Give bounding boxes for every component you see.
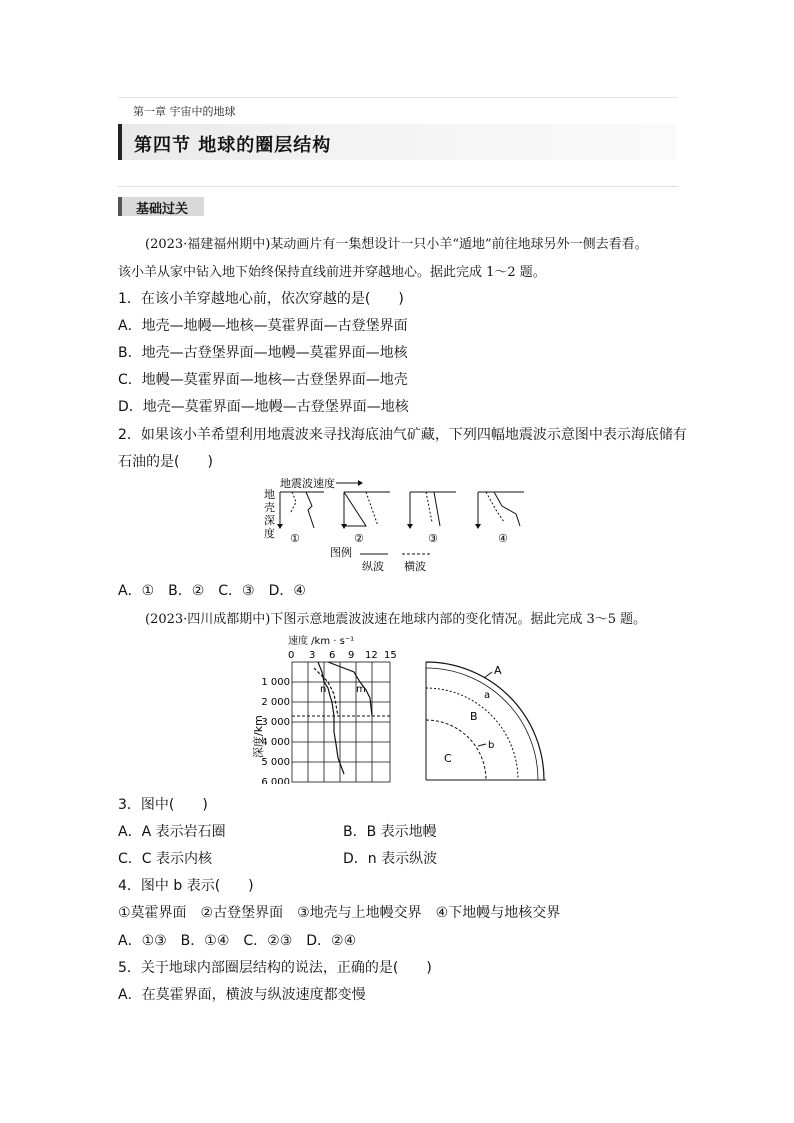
panel-1-label: ①	[290, 532, 300, 545]
legend-dashed-label: 横波	[404, 560, 426, 573]
speed-label: 地震波速度	[280, 477, 335, 490]
intro1-line1: (2023·福建福州期中)某动画片有一集想设计一只小羊“遁地”前往地球另外一侧去看看。	[145, 237, 648, 252]
q3-option-c[interactable]: C．C 表示内核	[118, 851, 213, 867]
label-b: b	[488, 740, 495, 751]
q2-stem-line2: 石油的是( )	[118, 454, 213, 470]
seismic-wave-figure	[258, 474, 528, 574]
label-a: a	[484, 690, 491, 701]
q1-option-d[interactable]: D．地壳—莫霍界面—地幔—古登堡界面—地核	[118, 399, 409, 415]
x-tick-9: 9	[348, 650, 355, 661]
depth-char-2: 壳	[264, 501, 275, 514]
q2-stem-line1: 2．如果该小羊希望利用地震波来寻找海底油气矿藏，下列四幅地震波示意图中表示海底储有	[118, 427, 687, 443]
label-A: A	[494, 664, 502, 677]
speed-axis-label: 速度 /km · s⁻¹	[288, 636, 355, 647]
title-accent	[118, 124, 122, 160]
curve-m-label: m	[356, 684, 366, 695]
y-tick-3000: 3 000	[261, 717, 290, 728]
q3-option-d[interactable]: D．n 表示纵波	[343, 851, 438, 867]
y-tick-6000: 6 000	[261, 777, 290, 784]
q1-stem: 1．在该小羊穿越地心前，依次穿越的是( )	[118, 291, 404, 307]
panel-4	[475, 492, 524, 545]
x-tick-15: 15	[384, 650, 397, 661]
y-ticks	[261, 677, 290, 784]
y-tick-1000: 1 000	[261, 677, 290, 688]
header-bottom-rule	[118, 186, 678, 187]
x-tick-0: 0	[288, 650, 295, 661]
quarter-earth	[426, 662, 546, 780]
basic-pass-badge	[118, 197, 204, 216]
earth-interior-figure	[250, 632, 560, 784]
depth-char-4: 度	[264, 527, 275, 540]
q4-stem: 4．图中 b 表示( )	[118, 878, 254, 894]
q1-option-a[interactable]: A．地壳—地幔—地核—莫霍界面—古登堡界面	[118, 318, 408, 334]
q5-option-a[interactable]: A．在莫霍界面，横波与纵波速度都变慢	[118, 987, 366, 1003]
x-tick-6: 6	[329, 650, 336, 661]
grid	[292, 662, 390, 782]
q1-option-c[interactable]: C．地幔—莫霍界面—地核—古登堡界面—地壳	[118, 372, 408, 388]
panel-3-label: ③	[428, 532, 438, 545]
y-tick-5000: 5 000	[261, 757, 290, 768]
section-title: 第四节 地球的圈层结构	[134, 135, 332, 156]
q3-stem: 3．图中( )	[118, 797, 208, 813]
intro2-line: (2023·四川成都期中)下图示意地震波波速在地球内部的变化情况。据此完成 3～5 题。	[145, 612, 647, 627]
q1-option-b[interactable]: B．地壳—古登堡界面—地幔—莫霍界面—地核	[118, 345, 408, 361]
panel-3	[407, 492, 456, 545]
q3-option-b[interactable]: B．B 表示地幔	[343, 824, 437, 840]
label-C: C	[444, 752, 452, 765]
panel-4-label: ④	[498, 532, 508, 545]
q3-option-a[interactable]: A．A 表示岩石圈	[118, 824, 226, 840]
legend-solid-label: 纵波	[362, 560, 384, 573]
label-B: B	[470, 710, 478, 723]
x-tick-12: 12	[365, 650, 378, 661]
y-axis-label: 深度/km	[252, 715, 265, 758]
depth-char-1: 地	[264, 488, 275, 501]
header-top-rule	[118, 97, 678, 98]
x-tick-3: 3	[309, 650, 316, 661]
q2-options[interactable]: A．① B．② C．③ D．④	[118, 583, 306, 599]
legend-title: 图例	[330, 546, 352, 559]
q4-items: ①莫霍界面 ②古登堡界面 ③地壳与上地幔交界 ④下地幔与地核交界	[118, 905, 561, 921]
panel-1	[277, 492, 324, 545]
y-tick-2000: 2 000	[261, 697, 290, 708]
intro1-line2: 该小羊从家中钻入地下始终保持直线前进并穿越地心。据此完成 1～2 题。	[118, 265, 546, 280]
curve-n-label: n	[320, 684, 327, 695]
panel-2-label: ②	[354, 532, 364, 545]
panel-2	[341, 492, 390, 545]
speed-arrowhead	[358, 480, 363, 486]
y-tick-4000: 4 000	[261, 737, 290, 748]
q5-stem: 5．关于地球内部圈层结构的说法，正确的是( )	[118, 960, 432, 976]
q4-options[interactable]: A．①③ B．①④ C．②③ D．②④	[118, 933, 357, 949]
depth-char-3: 深	[264, 514, 275, 527]
chapter-label: 第一章 宇宙中的地球	[133, 105, 236, 118]
badge-label: 基础过关	[136, 202, 189, 217]
x-ticks	[288, 650, 397, 661]
